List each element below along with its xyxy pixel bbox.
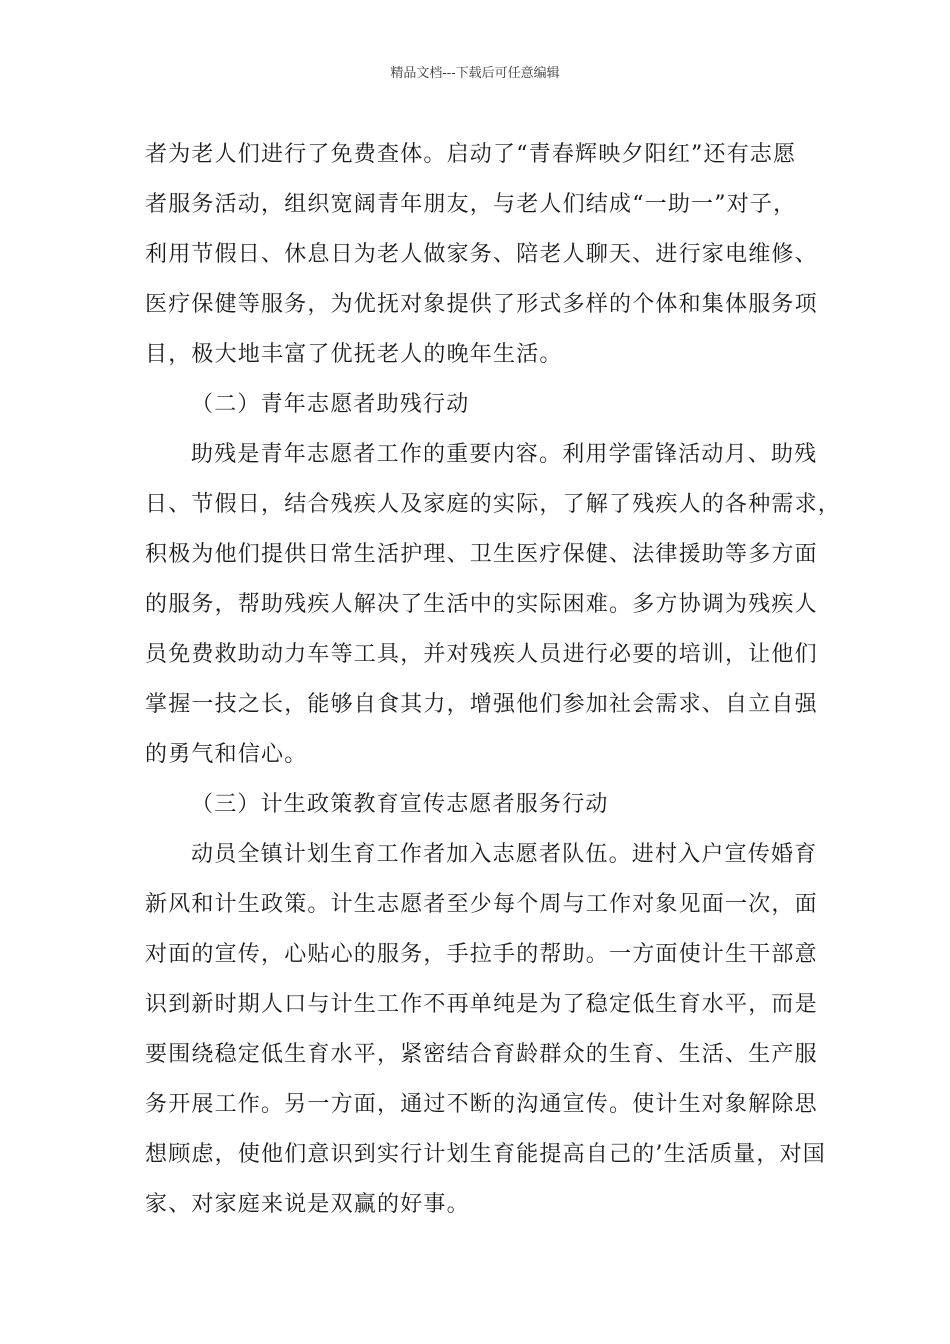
- text-line: 日、节假日，结合残疾人及家庭的实际，了解了残疾人的各种需求，: [145, 492, 842, 517]
- text-line: 者为老人们进行了免费查体。启动了“青春辉映夕阳红”还有志愿: [145, 142, 797, 167]
- text-line: 识到新时期人口与计生工作不再单纯是为了稳定低生育水平，而是: [145, 992, 818, 1017]
- text-line: 家、对家庭来说是双赢的好事。: [145, 1192, 470, 1217]
- text-line: 医疗保健等服务，为优抚对象提供了形式多样的个体和集体服务项: [145, 292, 818, 317]
- text-line: 对面的宣传，心贴心的服务，手拉手的帮助。一方面使计生干部意: [145, 942, 818, 967]
- text-line: 积极为他们提供日常生活护理、卫生医疗保健、法律援助等多方面: [145, 542, 818, 567]
- section-heading: （三）计生政策教育宣传志愿者服务行动: [191, 792, 609, 817]
- text-line: 新风和计生政策。计生志愿者至少每个周与工作对象见面一次，面: [145, 892, 818, 917]
- text-line: 利用节假日、休息日为老人做家务、陪老人聊天、进行家电维修、: [145, 242, 818, 267]
- text-line: 的服务，帮助残疾人解决了生活中的实际困难。多方协调为残疾人: [145, 592, 818, 617]
- text-line: 动员全镇计划生育工作者加入志愿者队伍。进村入户宣传婚育: [191, 842, 818, 867]
- text-line: 的勇气和信心。: [145, 742, 308, 767]
- document-body: [145, 130, 842, 1230]
- text-line: 助残是青年志愿者工作的重要内容。利用学雷锋活动月、助残: [191, 442, 818, 467]
- text-line: 务开展工作。另一方面，通过不断的沟通宣传。使计生对象解除思: [145, 1092, 818, 1117]
- text-line: 想顾虑，使他们意识到实行计划生育能提高自己的’生活质量，对国: [145, 1142, 826, 1167]
- text-line: 要围绕稳定低生育水平，紧密结合育龄群众的生育、生活、生产服: [145, 1042, 818, 1067]
- text-line: 掌握一技之长，能够自食其力，增强他们参加社会需求、自立自强: [145, 692, 818, 717]
- text-line: 员免费救助动力车等工具，并对残疾人员进行必要的培训，让他们: [145, 642, 818, 667]
- text-line: 者服务活动，组织宽阔青年朋友，与老人们结成“一助一”对子，: [145, 192, 797, 217]
- section-heading: （二）青年志愿者助残行动: [191, 392, 470, 417]
- text-line: 目，极大地丰富了优抚老人的晚年生活。: [145, 342, 563, 367]
- page-header: 精品文档---下载后可任意编辑: [390, 66, 560, 81]
